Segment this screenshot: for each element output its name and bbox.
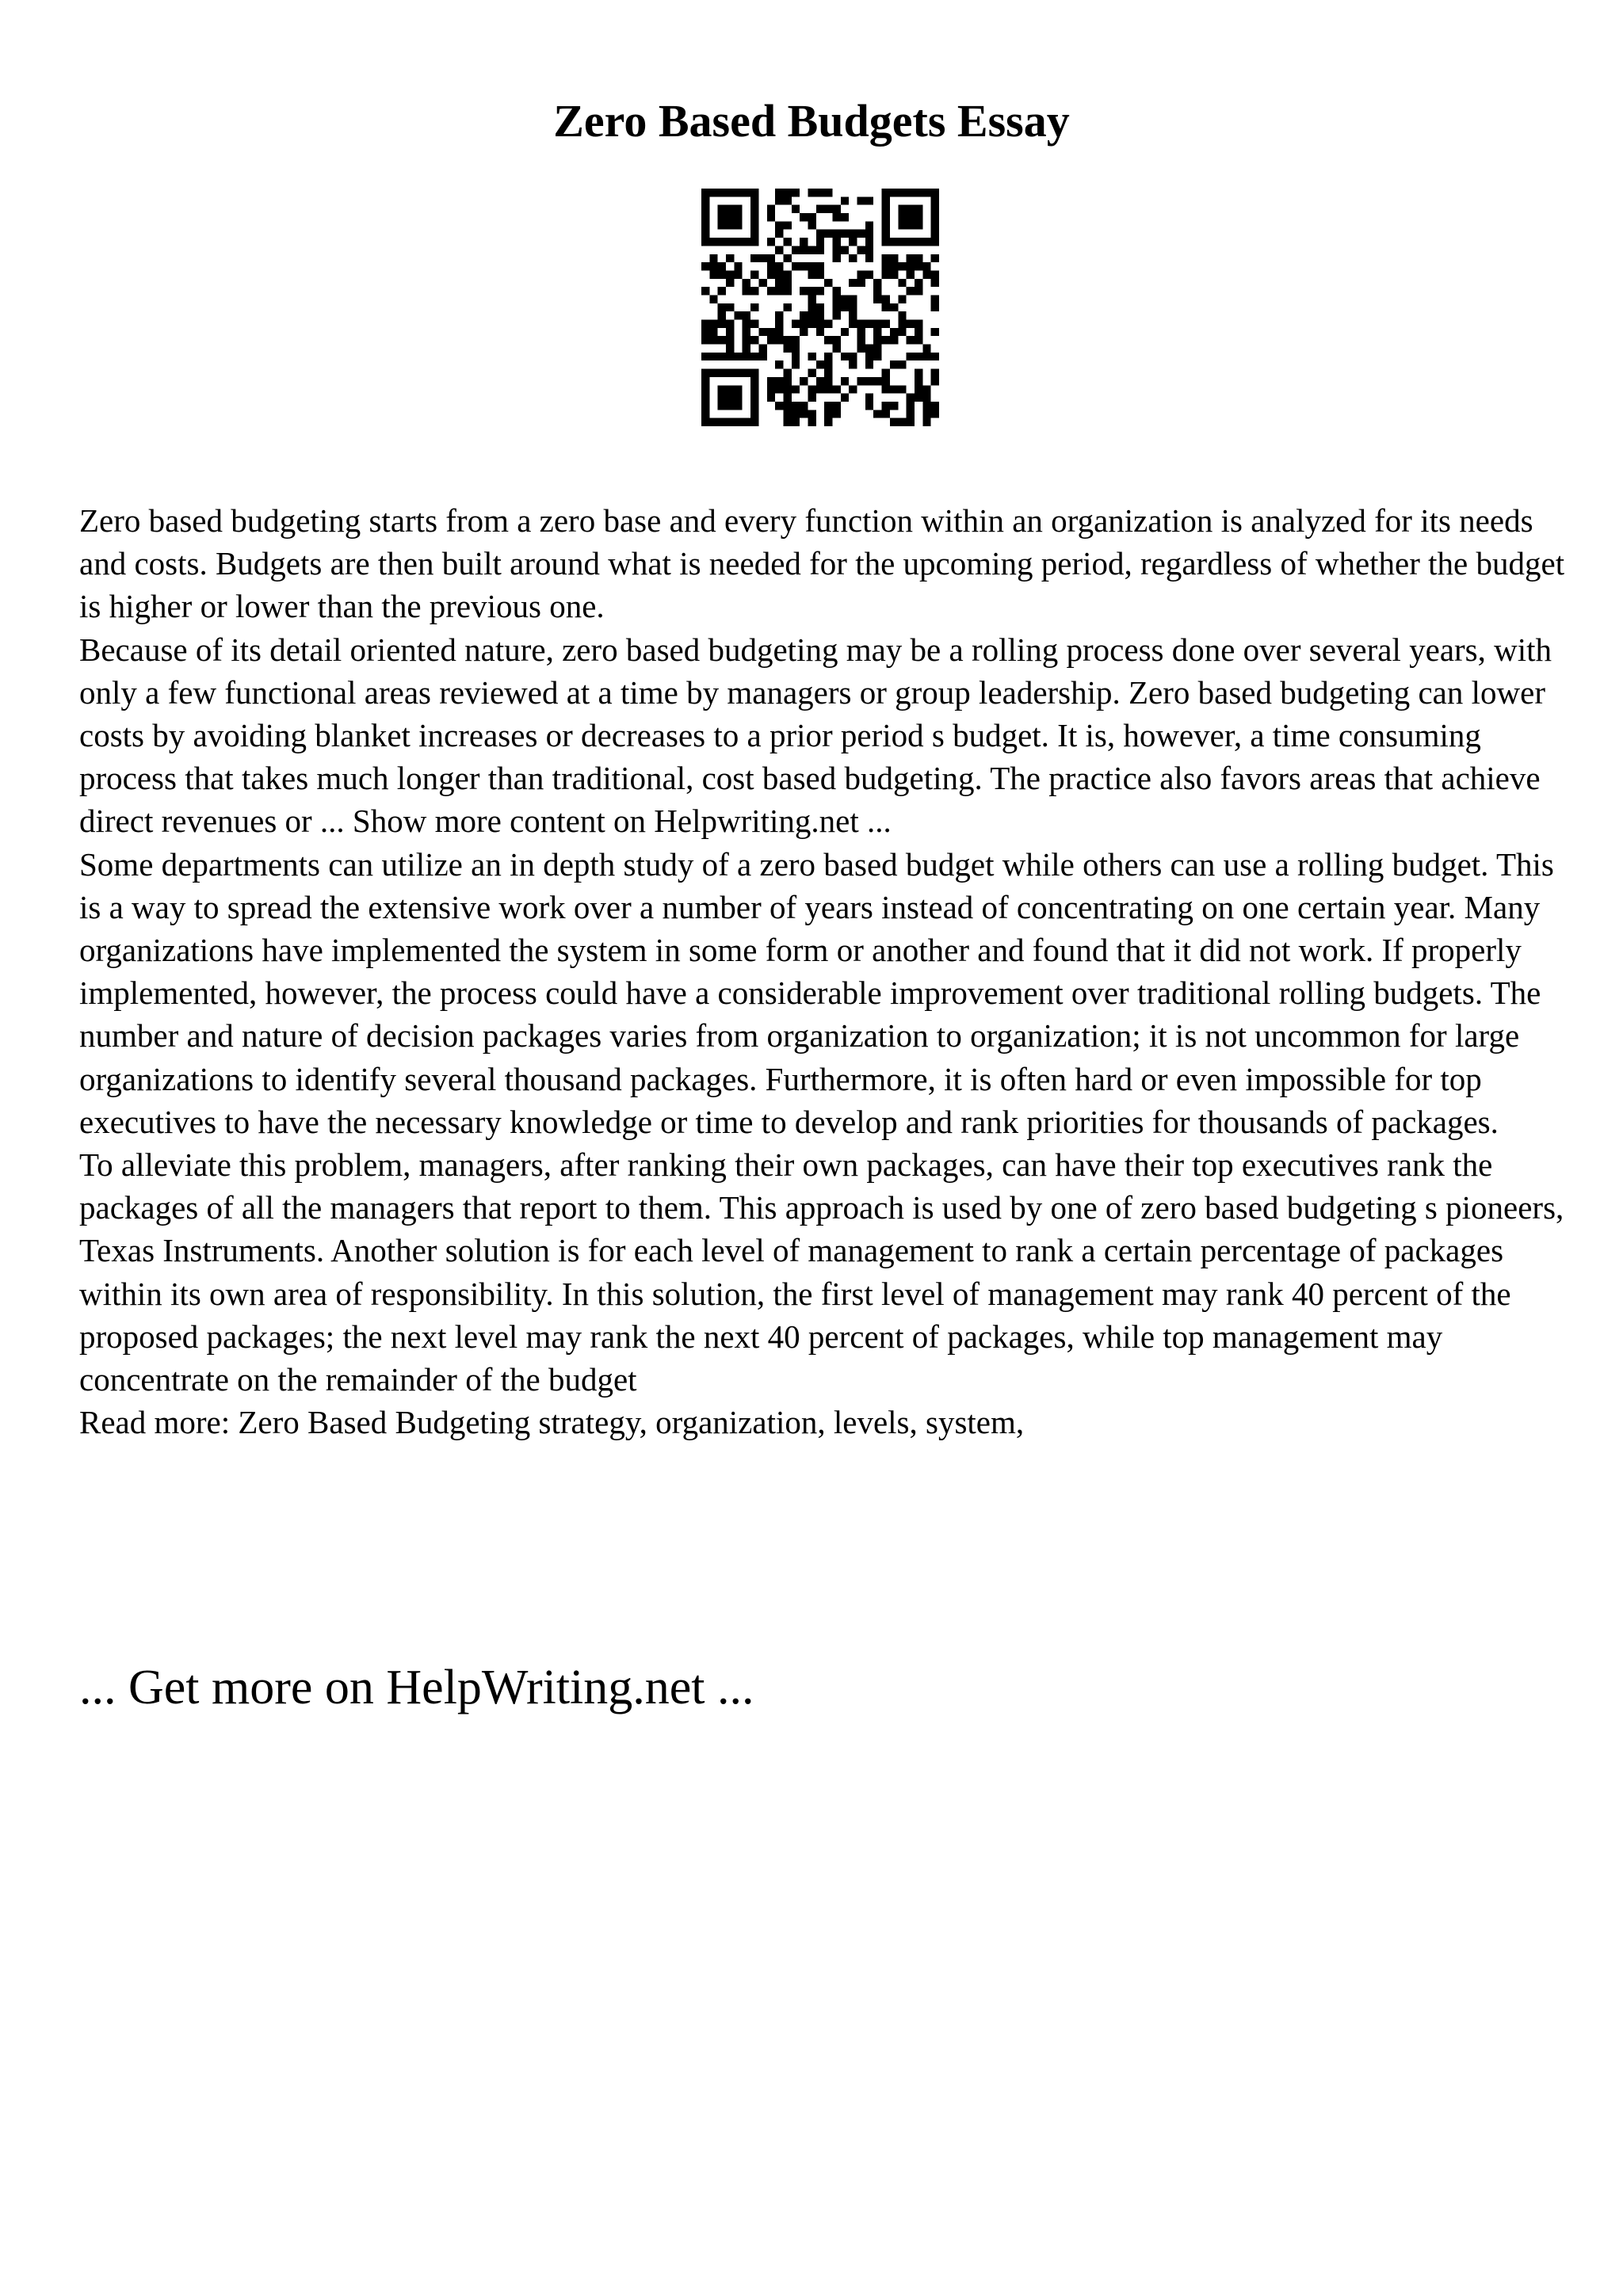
paragraph-1: Zero based budgeting starts from a zero base and every function within an organization is analyzed for its needs and costs. Budgets are then built around what is needed for the upcoming period, regardless of whether the budget is higher or lower than the previous one. [79,502,1565,625]
qr-code-icon [701,189,939,426]
paragraph-2: Because of its detail oriented nature, zero based budgeting may be a rolling process done over several years, with only a few functional areas reviewed at a time by managers or group leadership. Zero based budgeting can lower costs by avoiding blanket increases or decreases to a prior period s budget. It is, however, a time consuming process that takes much longer than traditional, cost based budgeting. The practice also favors areas that achieve direct revenues or ... Show more content on Helpwriting.net ... [79,631,1552,840]
essay-body [79,499,1569,1444]
paragraph-3: Some departments can utilize an in depth study of a zero based budget while others can use a rolling budget. This is a way to spread the extensive work over a number of years instead of concentrating on one certain year. Many organizations have implemented the system in some form or another and found that it did not work. If properly implemented, however, the process could have a considerable improvement over traditional rolling budgets. The number and nature of decision packages varies from organization to organization; it is not uncommon for large organizations to identify several thousand packages. Furthermore, it is often hard or even impossible for top executives to have the necessary knowledge or time to develop and rank priorities for thousands of packages. [79,845,1554,1140]
get-more-link[interactable]: ... Get more on HelpWriting.net ... [79,1661,754,1714]
paragraph-4: To alleviate this problem, managers, after ranking their own packages, can have their top executives rank the packages of all the managers that report to them. This approach is used by one of zero based budgeting s pioneers, Texas Instruments. Another solution is for each level of management to rank a certain percentage of packages within its own area of responsibility. In this solution, the first level of management may rank 40 percent of the proposed packages; the next level may rank the next 40 percent of packages, while top management may concentrate on the remainder of the budget [79,1146,1564,1398]
document-title: Zero Based Budgets Essay [553,95,1070,147]
read-more-line: Read more: Zero Based Budgeting strategy, organization, levels, system, [79,1404,1025,1441]
